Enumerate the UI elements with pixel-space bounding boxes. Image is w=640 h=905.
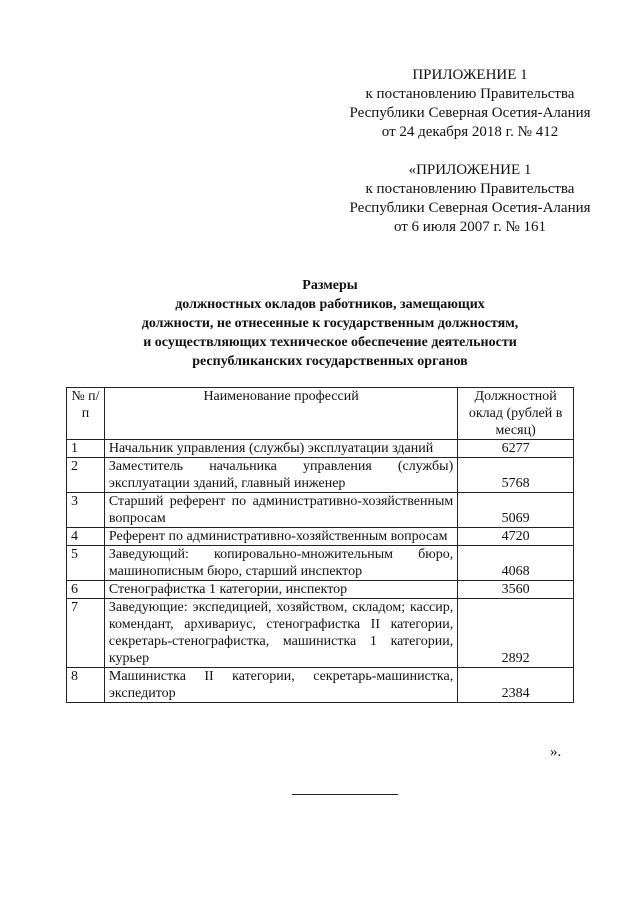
row-salary: 5768: [458, 458, 574, 493]
closing-quote-mark: ».: [550, 744, 562, 760]
row-num: 1: [67, 440, 105, 458]
row-salary: 6277: [458, 440, 574, 458]
table-row: [67, 458, 574, 493]
row-num: 2: [67, 458, 105, 493]
title-line4: и осуществляющих техническое обеспечение деятельности: [143, 335, 517, 350]
separator-rule: [292, 794, 398, 795]
table-row: [67, 440, 574, 458]
row-name: Начальник управления (службы) эксплуатации зданий: [104, 440, 457, 458]
appendix-current-line3: Республики Северная Осетия-Алания: [349, 105, 591, 121]
row-num: 3: [67, 493, 105, 528]
table-row: [67, 546, 574, 581]
table-row: [67, 528, 574, 546]
row-name: Заведующий: копировально-множительным бюро, машинописным бюро, старший инспектор: [104, 546, 457, 581]
appendix-original-line4: от 6 июля 2007 г. № 161: [393, 219, 547, 235]
header-salary: Должностной оклад (рублей в месяц): [458, 388, 574, 440]
row-name: Старший референт по административно-хозяйственным вопросам: [104, 493, 457, 528]
table-body: [67, 440, 574, 703]
table-header-row: [67, 388, 574, 440]
row-name: Стенографистка 1 категории, инспектор: [104, 581, 457, 599]
row-salary: 4068: [458, 546, 574, 581]
title-line3: должности, не отнесенные к государственным должностям,: [141, 316, 519, 331]
appendix-current-line2: к постановлению Правительства: [365, 86, 575, 102]
row-salary: 5069: [458, 493, 574, 528]
appendix-original-line1: «ПРИЛОЖЕНИЕ 1: [408, 162, 532, 178]
row-salary: 4720: [458, 528, 574, 546]
appendix-current-line1: ПРИЛОЖЕНИЕ 1: [412, 67, 528, 83]
appendix-original-line2: к постановлению Правительства: [365, 181, 575, 197]
row-name: Заместитель начальника управления (службы) эксплуатации зданий, главный инженер: [104, 458, 457, 493]
title-line1: Размеры: [302, 278, 358, 293]
row-num: 8: [67, 668, 105, 703]
row-num: 4: [67, 528, 105, 546]
header-num: № п/п: [67, 388, 105, 440]
table-row: [67, 599, 574, 668]
appendix-original-line3: Республики Северная Осетия-Алания: [349, 200, 591, 216]
row-salary: 3560: [458, 581, 574, 599]
row-num: 6: [67, 581, 105, 599]
row-salary: 2892: [458, 599, 574, 668]
table-row: [67, 668, 574, 703]
table-row: [67, 493, 574, 528]
header-name: Наименование профессий: [104, 388, 457, 440]
row-salary: 2384: [458, 668, 574, 703]
row-num: 5: [67, 546, 105, 581]
title-line2: должностных окладов работников, замещающих: [175, 297, 485, 312]
title-line5: республиканских государственных органов: [192, 354, 468, 369]
document-title: [40, 276, 620, 371]
appendix-current-header: [320, 66, 620, 142]
table-row: [67, 581, 574, 599]
salary-table: [66, 387, 574, 703]
row-name: Заведующие: экспедицией, хозяйством, складом; кассир, комендант, архивариус, стенографистка II категории, секретарь-стенографистка, машинистка 1 категории, курьер: [104, 599, 457, 668]
row-num: 7: [67, 599, 105, 668]
appendix-current-line4: от 24 декабря 2018 г. № 412: [381, 124, 559, 140]
appendix-original-header: [320, 161, 620, 237]
row-name: Машинистка II категории, секретарь-машинистка, экспедитор: [104, 668, 457, 703]
row-name: Референт по административно-хозяйственным вопросам: [104, 528, 457, 546]
